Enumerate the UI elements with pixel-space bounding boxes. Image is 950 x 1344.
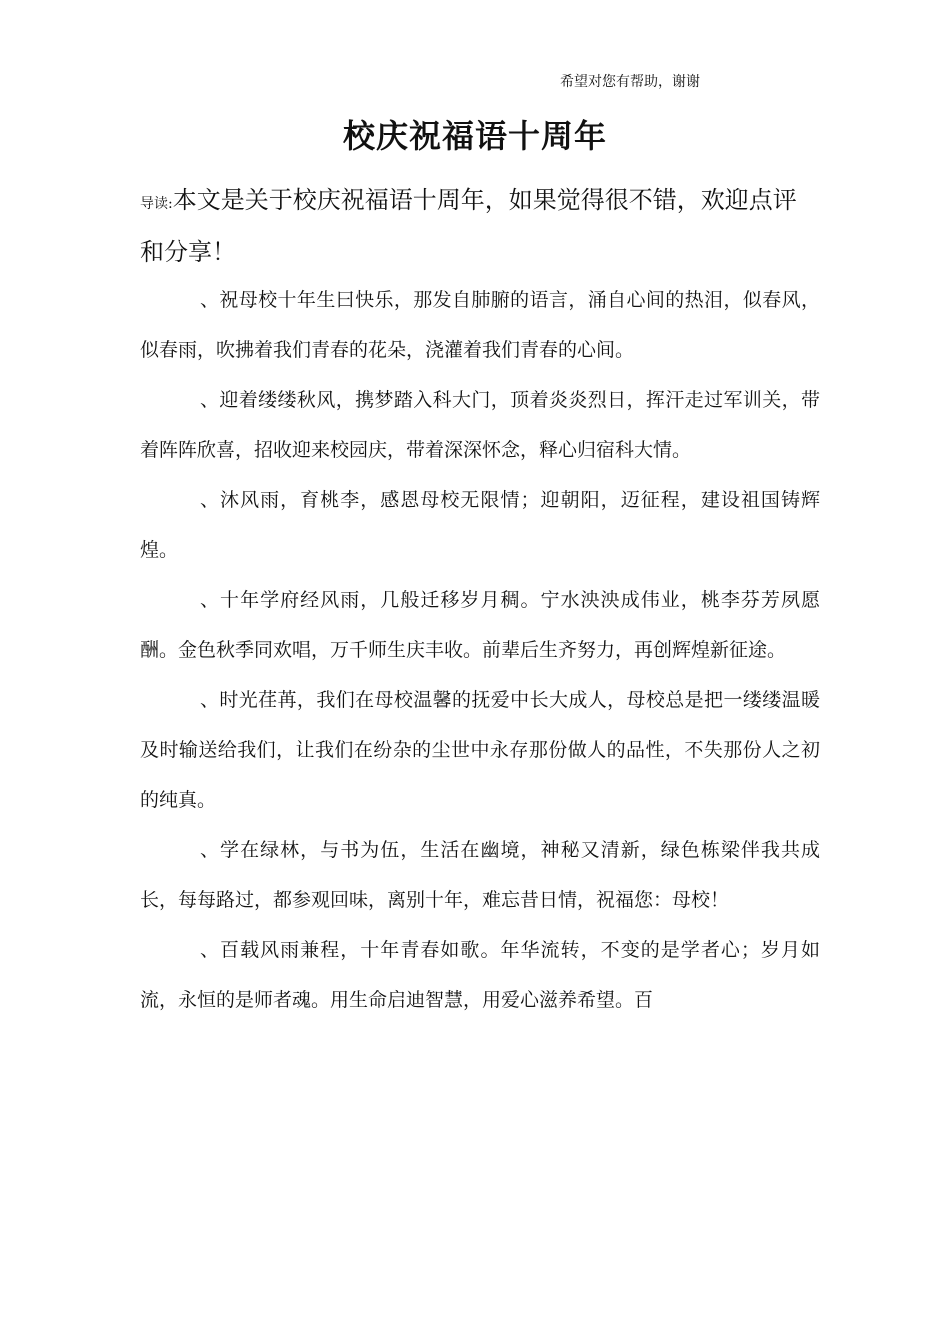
blessing-paragraph-5: 、时光荏苒，我们在母校温馨的抚爱中长大成人，母校总是把一缕缕温暖及时输送给我们，让我们在纷杂的尘世中永存那份做人的品性，不失那份人之初的纯真。 [140,689,820,811]
document-title: 校庆祝福语十周年 [342,117,607,155]
header-note: 希望对您有帮助，谢谢 [560,74,700,90]
blessing-paragraph-3: 、沐风雨，育桃李，感恩母校无限情；迎朝阳，迈征程，建设祖国铸辉煌。 [140,489,820,561]
intro-paragraph [140,176,820,276]
document-body [140,275,820,1025]
intro-label: 导读: [140,196,173,212]
blessing-paragraph-7: 、百载风雨兼程，十年青春如歌。年华流转，不变的是学者心；岁月如流，永恒的是师者魂。用生命启迪智慧，用爱心滋养希望。百 [140,939,820,1011]
blessing-paragraph-4: 、十年学府经风雨，几般迁移岁月稠。宁水泱泱成伟业，桃李芬芳夙愿酬。金色秋季同欢唱，万千师生庆丰收。前辈后生齐努力，再创辉煌新征途。 [140,589,820,661]
blessing-paragraph-6: 、学在绿林，与书为伍，生活在幽境，神秘又清新，绿色栋梁伴我共成长，每每路过，都参观回味，离别十年，难忘昔日情，祝福您：母校！ [140,839,820,911]
blessing-paragraph-2: 、迎着缕缕秋风，携梦踏入科大门，顶着炎炎烈日，挥汗走过军训关，带着阵阵欣喜，招收迎来校园庆，带着深深怀念，释心归宿科大情。 [140,389,820,461]
blessing-paragraph-1: 、祝母校十年生曰快乐，那发自肺腑的语言，涌自心间的热泪，似春风，似春雨，吹拂着我们青春的花朵，浇灌着我们青春的心间。 [140,289,820,361]
intro-text: 本文是关于校庆祝福语十周年，如果觉得很不错，欢迎点评和分享！ [140,186,797,266]
